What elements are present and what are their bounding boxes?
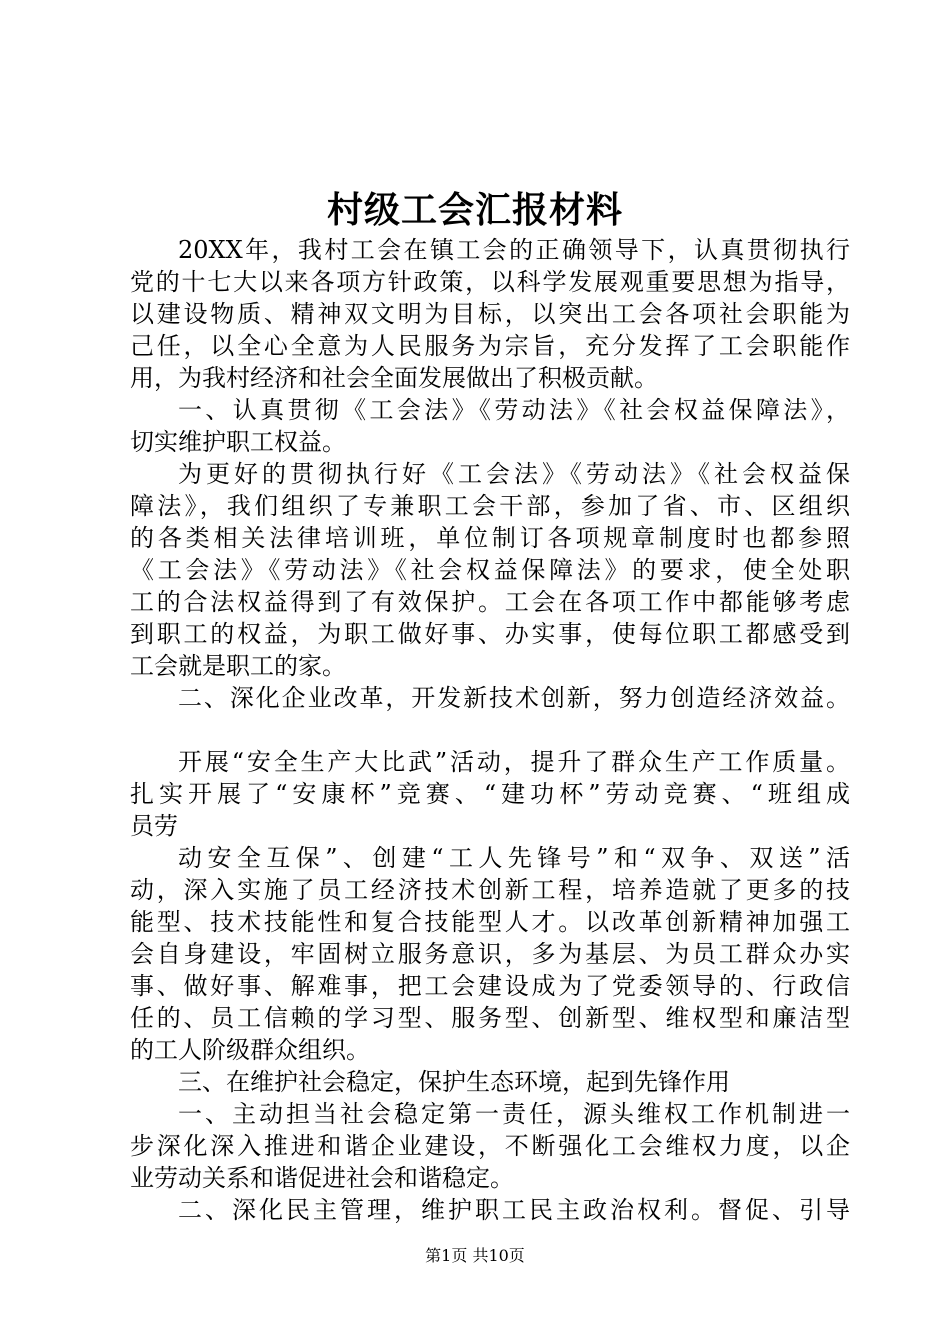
text-line: 事、做好事、解难事，把工会建设成为了党委领导的、行政信 bbox=[130, 972, 850, 1000]
text-line: 一、主动担当社会稳定第一责任，源头维权工作机制进一 bbox=[178, 1100, 850, 1128]
text-line: 20XX年，我村工会在镇工会的正确领导下，认真贯彻执行 bbox=[178, 236, 850, 264]
page-number-footer: 第1页 共10页 bbox=[425, 1246, 525, 1265]
section-heading-line: 二、深化企业改革，开发新技术创新，努力创造经济效益。 bbox=[178, 684, 850, 712]
section-heading-line: 一、认真贯彻《工会法》《劳动法》《社会权益保障法》， bbox=[178, 396, 850, 424]
text-line: 工会就是职工的家。 bbox=[130, 652, 346, 680]
text-line: 会自身建设，牢固树立服务意识，多为基层、为员工群众办实 bbox=[130, 940, 850, 968]
text-line: 为更好的贯彻执行好《工会法》《劳动法》《社会权益保 bbox=[178, 460, 850, 488]
text-line: 动安全互保”、创建“工人先锋号”和“双争、双送”活 bbox=[178, 844, 850, 872]
text-line: 以建设物质、精神双文明为目标，以突出工会各项社会职能为 bbox=[130, 300, 850, 328]
text-line: 障法》，我们组织了专兼职工会干部，参加了省、市、区组织 bbox=[130, 492, 850, 520]
text-line: 《工会法》《劳动法》《社会权益保障法》的要求，使全处职 bbox=[130, 556, 850, 584]
text-line: 二、深化民主管理，维护职工民主政治权利。督促、引导 bbox=[178, 1196, 850, 1224]
text-line: 的各类相关法律培训班，单位制订各项规章制度时也都参照 bbox=[130, 524, 850, 552]
text-line: 扎实开展了“安康杯”竞赛、“建功杯”劳动竞赛、“班组成 bbox=[130, 780, 850, 808]
text-line: 步深化深入推进和谐企业建设，不断强化工会维权力度，以企 bbox=[130, 1132, 850, 1160]
text-line: 党的十七大以来各项方针政策，以科学发展观重要思想为指导， bbox=[130, 268, 850, 296]
text-line: 任的、员工信赖的学习型、服务型、创新型、维权型和廉洁型 bbox=[130, 1004, 850, 1032]
text-line: 员劳 bbox=[130, 812, 178, 840]
text-line: 用，为我村经济和社会全面发展做出了积极贡献。 bbox=[130, 364, 658, 392]
section-heading-line: 切实维护职工权益。 bbox=[130, 428, 346, 456]
text-line: 到职工的权益，为职工做好事、办实事，使每位职工都感受到 bbox=[130, 620, 850, 648]
text-line: 工的合法权益得到了有效保护。工会在各项工作中都能够考虑 bbox=[130, 588, 850, 616]
text-line: 业劳动关系和谐促进社会和谐稳定。 bbox=[130, 1164, 514, 1192]
text-line: 己任，以全心全意为人民服务为宗旨，充分发挥了工会职能作 bbox=[130, 332, 850, 360]
text-line: 开展“安全生产大比武”活动，提升了群众生产工作质量。 bbox=[178, 748, 850, 776]
text-line: 的工人阶级群众组织。 bbox=[130, 1036, 370, 1064]
section-heading-line: 三、在维护社会稳定，保护生态环境，起到先锋作用 bbox=[178, 1068, 730, 1096]
text-line: 动，深入实施了员工经济技术创新工程，培养造就了更多的技 bbox=[130, 876, 850, 904]
document-title: 村级工会汇报材料 bbox=[326, 189, 623, 231]
text-line: 能型、技术技能性和复合技能型人才。以改革创新精神加强工 bbox=[130, 908, 850, 936]
